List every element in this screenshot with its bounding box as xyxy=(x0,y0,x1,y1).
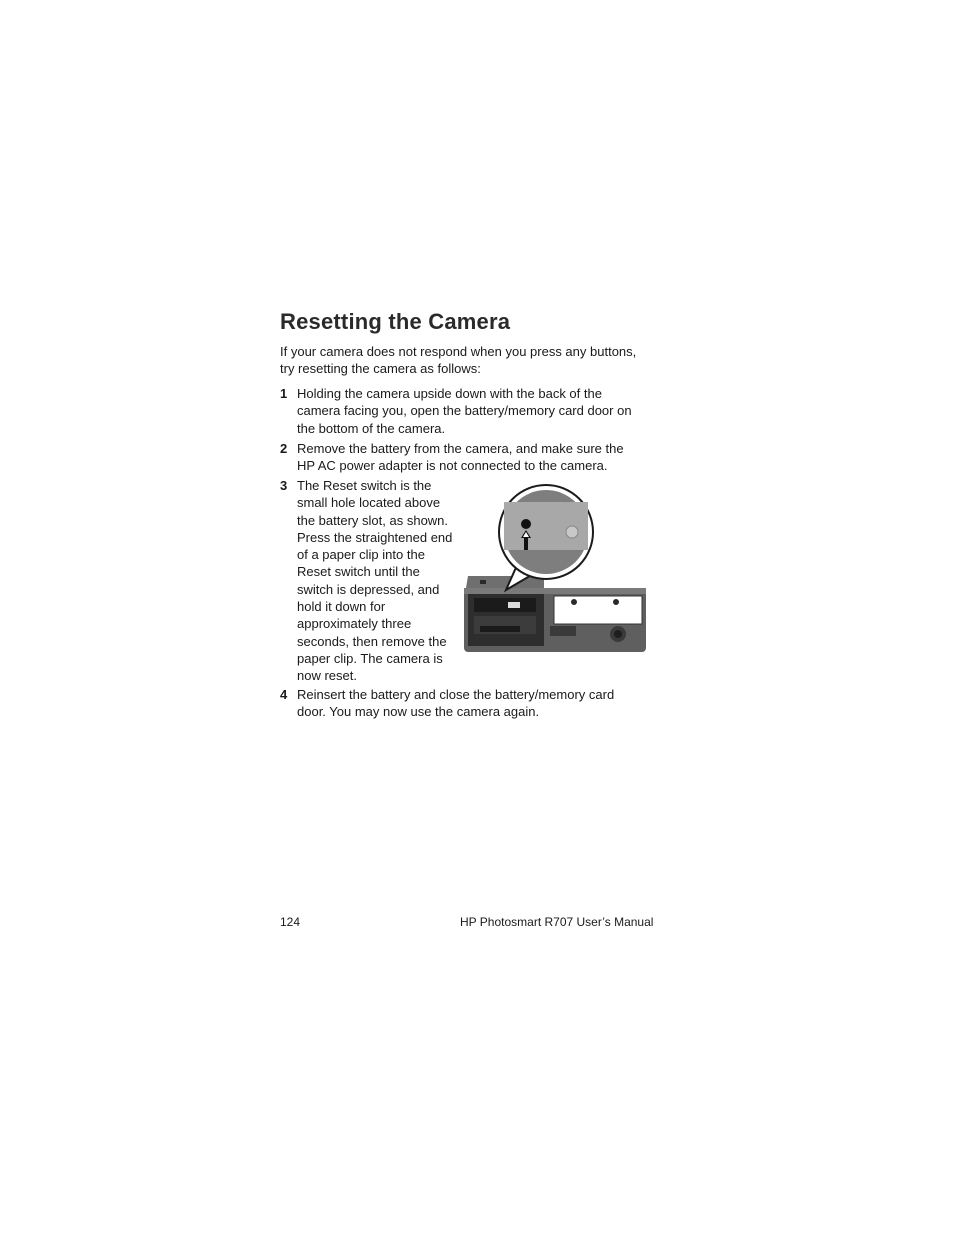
step-number: 2 xyxy=(280,441,288,456)
section-title: Resetting the Camera xyxy=(280,309,511,334)
intro-paragraph: If your camera does not respond when you press any buttons, try resetting the camera as follows: xyxy=(280,344,637,376)
step-number: 1 xyxy=(280,386,288,401)
page-number: 124 xyxy=(280,915,301,929)
manual-title: HP Photosmart R707 User’s Manual xyxy=(460,915,654,929)
step-text: Remove the battery from the camera, and make sure the HP AC power adapter is not connected to the camera. xyxy=(297,441,624,474)
step-text: Reinsert the battery and close the battery/memory card door. You may now use the camera again. xyxy=(297,687,615,720)
step-text: Holding the camera upside down with the back of the camera facing you, open the battery/memory card door on the bottom of the camera. xyxy=(297,386,632,436)
step-text: The Reset switch is the small hole located above the battery slot, as shown. Press the straightened end of a paper clip into the Reset switch until the switch is depressed, and hold it down for approximately three seconds, then remove the paper clip. The camera is now reset. xyxy=(297,478,453,684)
step-number: 4 xyxy=(280,687,288,702)
step-number: 3 xyxy=(280,478,288,493)
reset-switch-illustration xyxy=(458,484,648,659)
